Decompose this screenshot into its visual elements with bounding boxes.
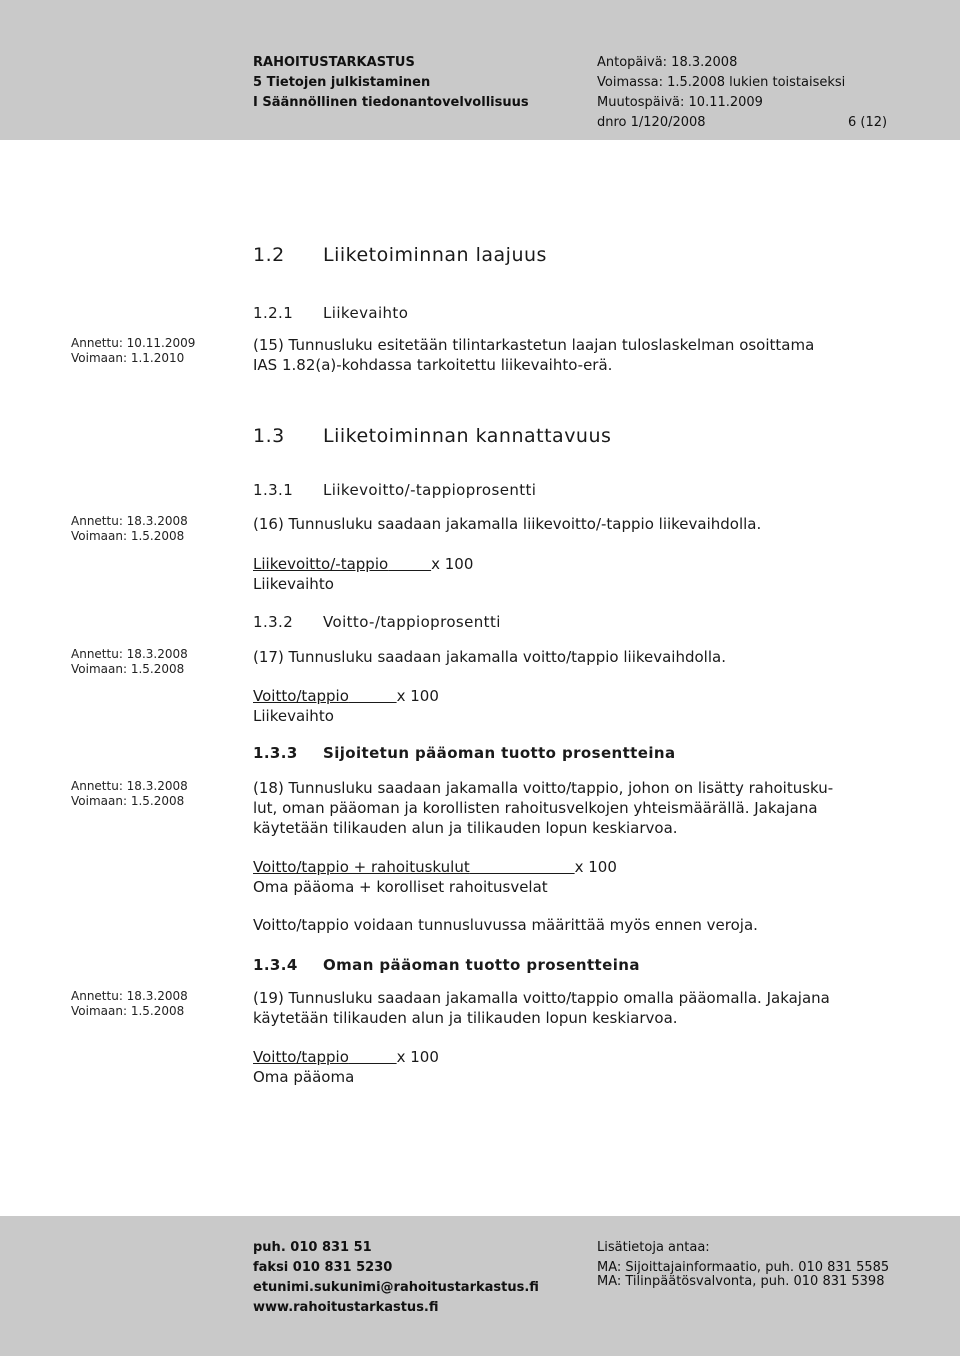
formula-1-3-4 [253, 1047, 439, 1087]
formula-numerator: Liikevoitto/-tappio [253, 555, 389, 573]
formula-numerator: Voitto/tappio + rahoituskulut [253, 858, 470, 876]
header-valid: Voimassa: 1.5.2008 lukien toistaiseksi [597, 75, 846, 90]
heading-1-2 [253, 244, 547, 266]
annettu-date: Annettu: 18.3.2008 [71, 647, 188, 661]
annettu-date: Annettu: 10.11.2009 [71, 336, 196, 350]
formula-denominator: Oma pääoma + korolliset rahoitusvelat [253, 878, 548, 896]
paragraph-15 [253, 335, 814, 375]
formula-factor: x 100 [396, 687, 439, 705]
paragraph-16: (16) Tunnusluku saadaan jakamalla liikevoitto/-tappio liikevaihdolla. [253, 515, 762, 533]
footer-email[interactable]: etunimi.sukunimi@rahoitustarkastus.fi [253, 1280, 539, 1295]
footer-contact-financial: MA: Tilinpäätösvalvonta, puh. 010 831 5398 [597, 1274, 885, 1289]
footer-fax: faksi 010 831 5230 [253, 1260, 393, 1275]
heading-title: Oman pääoman tuotto prosentteina [323, 956, 640, 974]
header-subsection: I Säännöllinen tiedonantovelvollisuus [253, 95, 529, 110]
note-before-taxes: Voitto/tappio voidaan tunnusluvussa määrittää myös ennen veroja. [253, 916, 758, 934]
heading-1-2-1 [253, 304, 408, 322]
margin-note-1-3-4 [71, 989, 188, 1019]
formula-factor: x 100 [431, 555, 474, 573]
paragraph-line: (18) Tunnusluku saadaan jakamalla voitto/tappio, johon on lisätty rahoitusku- [253, 779, 834, 797]
header-section: 5 Tietojen julkistaminen [253, 75, 431, 90]
paragraph-18 [253, 778, 833, 838]
voimaan-date: Voimaan: 1.1.2010 [71, 351, 185, 365]
heading-number: 1.3.2 [253, 613, 294, 631]
paragraph-line: (19) Tunnusluku saadaan jakamalla voitto/tappio omalla pääomalla. Jakajana [253, 989, 830, 1007]
header-dnro: dnro 1/120/2008 [597, 115, 706, 130]
heading-title: Liiketoiminnan kannattavuus [323, 425, 612, 447]
margin-note-1-3-1 [71, 514, 188, 544]
formula-denominator: Liikevaihto [253, 575, 334, 593]
paragraph-line: käytetään tilikauden alun ja tilikauden lopun keskiarvoa. [253, 819, 678, 837]
annettu-date: Annettu: 18.3.2008 [71, 989, 188, 1003]
header-issued: Antopäivä: 18.3.2008 [597, 55, 738, 70]
voimaan-date: Voimaan: 1.5.2008 [71, 662, 185, 676]
heading-title: Liikevoitto/-tappioprosentti [323, 481, 537, 499]
formula-1-3-1 [253, 554, 473, 594]
heading-1-3-4 [253, 956, 640, 974]
margin-note-1-3-3 [71, 779, 188, 809]
formula-numerator: Voitto/tappio [253, 687, 349, 705]
heading-number: 1.3.1 [253, 481, 294, 499]
heading-title: Voitto-/tappioprosentti [323, 613, 501, 631]
heading-1-3-2 [253, 613, 501, 631]
annettu-date: Annettu: 18.3.2008 [71, 514, 188, 528]
heading-number: 1.2 [253, 244, 285, 266]
page-header [0, 0, 960, 140]
footer-contact-investor: MA: Sijoittajainformaatio, puh. 010 831 5585 [597, 1260, 890, 1275]
heading-1-3 [253, 425, 611, 447]
paragraph-line: IAS 1.82(a)-kohdassa tarkoitettu liikevaihto-erä. [253, 356, 613, 374]
formula-denominator: Oma pääoma [253, 1068, 355, 1086]
heading-number: 1.3 [253, 425, 285, 447]
paragraph-line: lut, oman pääoman ja korollisten rahoitusvelkojen yhteismäärällä. Jakajana [253, 799, 818, 817]
header-page-number: 6 (12) [848, 115, 888, 130]
heading-1-3-3 [253, 744, 675, 762]
footer-website[interactable]: www.rahoitustarkastus.fi [253, 1300, 439, 1315]
annettu-date: Annettu: 18.3.2008 [71, 779, 188, 793]
voimaan-date: Voimaan: 1.5.2008 [71, 794, 185, 808]
formula-1-3-3 [253, 857, 617, 897]
heading-number: 1.3.3 [253, 744, 298, 762]
voimaan-date: Voimaan: 1.5.2008 [71, 1004, 185, 1018]
heading-title: Sijoitetun pääoman tuotto prosentteina [323, 744, 676, 762]
heading-title: Liiketoiminnan laajuus [323, 244, 547, 266]
page-footer [0, 1216, 960, 1356]
formula-factor: x 100 [396, 1048, 439, 1066]
header-modified: Muutospäivä: 10.11.2009 [597, 95, 763, 110]
heading-number: 1.3.4 [253, 956, 298, 974]
formula-factor: x 100 [574, 858, 617, 876]
paragraph-line: käytetään tilikauden alun ja tilikauden lopun keskiarvoa. [253, 1009, 678, 1027]
formula-numerator: Voitto/tappio [253, 1048, 349, 1066]
paragraph-17: (17) Tunnusluku saadaan jakamalla voitto/tappio liikevaihdolla. [253, 648, 726, 666]
header-org: RAHOITUSTARKASTUS [253, 55, 415, 70]
voimaan-date: Voimaan: 1.5.2008 [71, 529, 185, 543]
paragraph-line: (15) Tunnusluku esitetään tilintarkastetun laajan tuloslaskelman osoittama [253, 336, 815, 354]
formula-denominator: Liikevaihto [253, 707, 334, 725]
heading-number: 1.2.1 [253, 304, 294, 322]
paragraph-19 [253, 988, 830, 1028]
footer-info-title: Lisätietoja antaa: [597, 1240, 710, 1255]
margin-note-1-2-1 [71, 336, 195, 366]
margin-note-1-3-2 [71, 647, 188, 677]
footer-phone: puh. 010 831 51 [253, 1240, 372, 1255]
formula-1-3-2 [253, 686, 439, 726]
heading-title: Liikevaihto [323, 304, 409, 322]
heading-1-3-1 [253, 481, 536, 499]
